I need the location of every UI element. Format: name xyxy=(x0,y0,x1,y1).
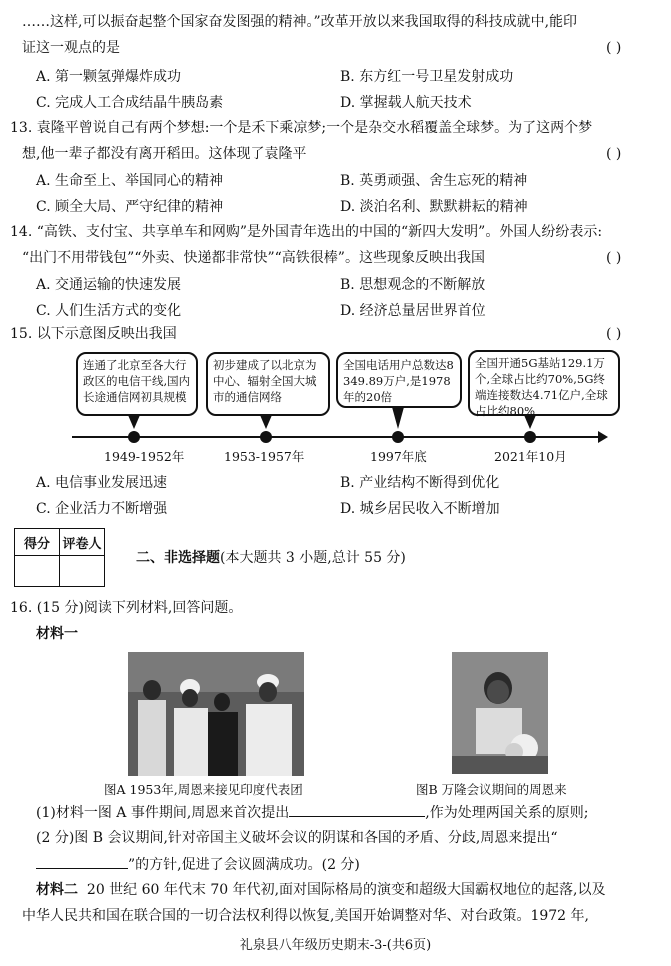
q14-option-b: B. 思想观念的不断解放 xyxy=(340,277,486,293)
q14-option-a: A. 交通运输的快速发展 xyxy=(36,277,182,293)
q13-answer-paren: ( ) xyxy=(606,146,622,162)
q15-option-b: B. 产业结构不断得到优化 xyxy=(340,475,500,491)
q13-option-a: A. 生命至上、举国同心的精神 xyxy=(36,173,224,189)
timeline-pointer-1 xyxy=(128,415,140,429)
timeline-dot-2 xyxy=(260,431,272,443)
timeline-box-1: 连通了北京至各大行政区的电信干线,国内长途通信网初具规模 xyxy=(76,352,198,416)
timeline-date-2: 1953-1957年 xyxy=(224,449,305,464)
page-footer: 礼泉县八年级历史期末-3-(共6页) xyxy=(239,938,432,953)
q13-option-b: B. 英勇顽强、舍生忘死的精神 xyxy=(340,173,528,189)
q15-line1: 15. 以下示意图反映出我国 xyxy=(10,326,177,342)
q12-option-a: A. 第一颗氢弹爆炸成功 xyxy=(36,69,182,85)
photo-a-illustration xyxy=(128,652,304,776)
q16-sub1-line1 xyxy=(36,802,588,823)
timeline-dot-4 xyxy=(524,431,536,443)
q13-line2: 想,他一辈子都没有离开稻田。这体现了袁隆平 xyxy=(22,146,307,162)
score-table xyxy=(14,528,105,587)
material2-line2: 中华人民共和国在联合国的一切合法权利得以恢复,美国开始调整对华、对台政策。1972 年, xyxy=(22,908,589,924)
photo-a-image xyxy=(128,652,304,776)
score-cell[interactable] xyxy=(15,556,60,587)
timeline-date-3: 1997年底 xyxy=(370,449,427,464)
answer-blank-1[interactable] xyxy=(289,802,425,817)
photo-b-image xyxy=(452,652,548,774)
section-title: 二、非选择题 xyxy=(136,550,220,566)
q16-sub2-line2 xyxy=(36,854,360,875)
timeline-arrow xyxy=(598,431,608,443)
photo-b-caption: 图B 万隆会议期间的周恩来 xyxy=(416,782,567,797)
q14-line2: “出门不用带钱包”“外卖、快递都非常快”“高铁很棒”。这些现象反映出我国 xyxy=(22,250,485,266)
timeline-box-3: 全国电话用户总数达8 349.89万户,是1978年的20倍 xyxy=(336,352,462,408)
q12-option-d: D. 掌握载人航天技术 xyxy=(340,95,472,111)
q14-option-c: C. 人们生活方式的变化 xyxy=(36,303,182,319)
q12-answer-paren: ( ) xyxy=(606,40,622,56)
q16-sub1-prompt: (1)材料一图 A 事件期间,周恩来首次提出 xyxy=(36,805,290,821)
q14-line1: 14. “高铁、支付宝、共享单车和网购”是外国青年选出的中国的“新四大发明”。外国人纷纷表示: xyxy=(10,224,603,240)
timeline-box-2: 初步建成了以北京为中心、辐射全国大城市的通信网络 xyxy=(206,352,330,416)
q13-option-c: C. 顾全大局、严守纪律的精神 xyxy=(36,199,224,215)
grader-cell[interactable] xyxy=(60,556,105,587)
timeline-pointer-2 xyxy=(260,415,272,429)
q16-sub2-line1: (2 分)图 B 会议期间,针对帝国主义破坏会议的阴谋和各国的矛盾、分歧,周恩来提出“ xyxy=(36,830,558,846)
q16-intro: 16. (15 分)阅读下列材料,回答问题。 xyxy=(10,600,243,616)
timeline-dot-3 xyxy=(392,431,404,443)
timeline-date-1: 1949-1952年 xyxy=(104,449,185,464)
q12-line1: ……这样,可以振奋起整个国家奋发图强的精神。”改革开放以来我国取得的科技成就中,能印 xyxy=(22,14,578,30)
timeline-axis xyxy=(72,436,600,438)
answer-blank-2[interactable] xyxy=(36,854,128,869)
timeline-pointer-4 xyxy=(524,415,536,429)
q12-option-c: C. 完成人工合成结晶牛胰岛素 xyxy=(36,95,224,111)
q12-option-b: B. 东方红一号卫星发射成功 xyxy=(340,69,514,85)
material2-text1: 20 世纪 60 年代末 70 年代初,面对国际格局的演变和超级大国霸权地位的起落,以及 xyxy=(86,882,606,898)
timeline-pointer-3 xyxy=(392,407,404,429)
timeline-dot-1 xyxy=(128,431,140,443)
q15-option-c: C. 企业活力不断增强 xyxy=(36,501,168,517)
section-heading xyxy=(136,548,406,568)
q12-line2: 证这一观点的是 xyxy=(22,40,120,56)
score-header: 得分 xyxy=(15,529,60,556)
q13-option-d: D. 淡泊名利、默默耕耘的精神 xyxy=(340,199,528,215)
photo-a-caption: 图A 1953年,周恩来接见印度代表团 xyxy=(104,782,303,797)
section-note: (本大题共 3 小题,总计 55 分) xyxy=(220,550,406,566)
material2-label: 材料二 xyxy=(36,882,78,898)
timeline-date-4: 2021年10月 xyxy=(494,449,567,464)
q13-line1: 13. 袁隆平曾说自己有两个梦想:一个是禾下乘凉梦;一个是杂交水稻覆盖全球梦。为了这两个梦 xyxy=(10,120,593,136)
q15-answer-paren: ( ) xyxy=(606,326,622,342)
grader-header: 评卷人 xyxy=(60,529,105,556)
photo-b-illustration xyxy=(452,652,548,774)
q16-sub2-cont: ”的方针,促进了会议圆满成功。(2 分) xyxy=(128,857,360,873)
q15-option-d: D. 城乡居民收入不断增加 xyxy=(340,501,500,517)
q14-answer-paren: ( ) xyxy=(606,250,622,266)
q15-option-a: A. 电信事业发展迅速 xyxy=(36,475,168,491)
material1-label: 材料一 xyxy=(36,626,78,642)
q16-sub1-cont: ,作为处理两国关系的原则; xyxy=(425,805,589,821)
q14-option-d: D. 经济总量居世界首位 xyxy=(340,303,486,319)
material2-line1 xyxy=(36,880,606,900)
timeline-box-4: 全国开通5G基站129.1万个,全球占比约70%,5G终端连接数达4.71亿户,全球占比约80% xyxy=(468,350,620,416)
